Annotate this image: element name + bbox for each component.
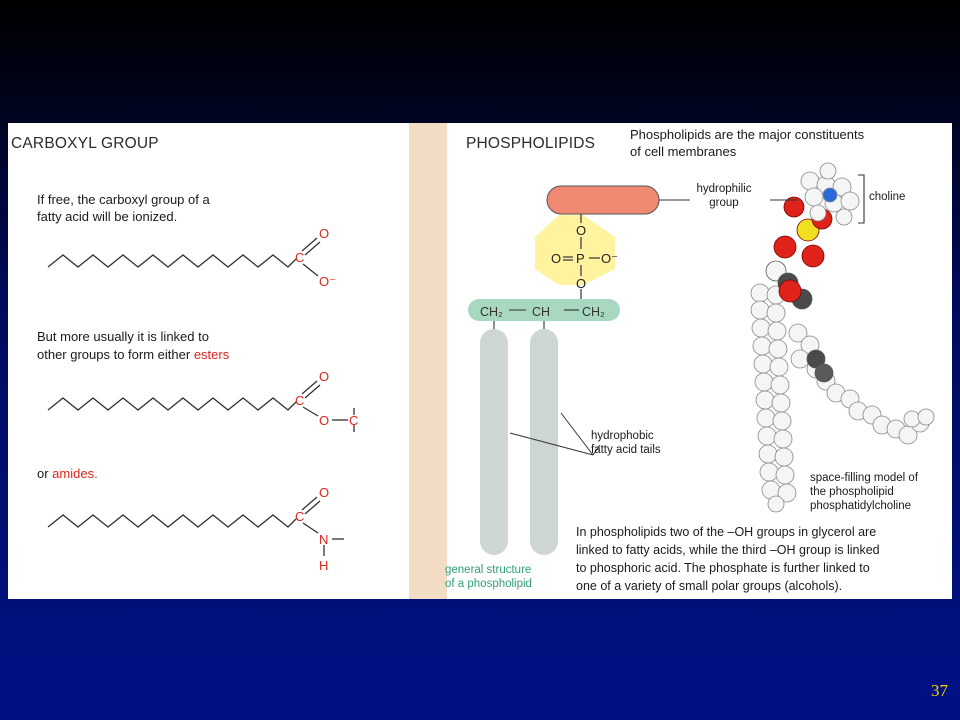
model-label-line1: space-filling model of	[810, 472, 919, 484]
hydrophilic-label	[692, 183, 756, 211]
amide-hydrogen-label: H	[319, 558, 329, 573]
carboxyl-intro-line1: If free, the carboxyl group of a	[37, 192, 210, 207]
carboxylate-bond	[303, 264, 318, 276]
ester-oxygen-label: O	[319, 413, 330, 428]
hydrophilic-label-line2: group	[709, 196, 739, 209]
general-structure-caption-line1: general structure	[445, 564, 532, 576]
amides-prefix: or	[37, 466, 53, 481]
glycerol-ch2-right: CH₂	[582, 305, 605, 319]
explanation-line4: one of a variety of small polar groups (alcohols).	[576, 579, 843, 593]
fatty-tail-spheres-right	[789, 324, 934, 444]
carboxyl-linked-line2	[37, 347, 229, 363]
phospholipids-heading: PHOSPHOLIPIDS	[466, 135, 596, 152]
choline-label: choline	[869, 191, 906, 203]
linked-line2-text: other groups to form either	[37, 347, 194, 362]
amide-structure	[48, 497, 344, 556]
carboxyl-intro-line2: fatty acid will be ionized.	[37, 209, 178, 224]
carbonyl-oxygen-label: O	[319, 226, 330, 241]
space-filling-model	[751, 163, 934, 512]
glycerol-ch-middle: CH	[532, 305, 551, 319]
ester-fatty-acid-chain	[48, 398, 296, 410]
hydrophilic-head	[547, 186, 659, 214]
hydrophilic-label-line1: hydrophilic	[696, 183, 752, 195]
ionized-carboxyl	[48, 238, 320, 276]
amides-term: amides.	[52, 466, 98, 481]
explanation-line1: In phospholipids two of the –OH groups in glycerol are	[576, 525, 877, 539]
fatty-acid-chain	[48, 255, 296, 267]
ester-structure	[48, 381, 354, 432]
model-label-line2: the phospholipid	[810, 486, 894, 498]
phosphate-highlight	[535, 215, 615, 285]
ester-alcohol-carbon-label: C	[349, 413, 359, 428]
glycerol-ch2-left: CH₂	[480, 305, 503, 319]
phospholipid-desc-line2: of cell membranes	[630, 144, 737, 157]
phospholipid-desc-line1: Phospholipids are the major constituents	[630, 127, 865, 142]
hydrophobic-label-line1: hydrophobic	[591, 430, 654, 442]
phosphate-oxygen-bottom: O	[576, 276, 587, 291]
explanation-line2: linked to fatty acids, while the third –OH group is linked	[576, 543, 880, 557]
textbook-figure-panel	[8, 123, 952, 599]
carboxyl-heading: CARBOXYL GROUP	[11, 135, 159, 152]
fatty-acid-tail-1	[480, 329, 508, 555]
general-structure-caption-line2: of a phospholipid	[445, 578, 532, 590]
explanation-line3: to phosphoric acid. The phosphate is further linked to	[576, 561, 870, 575]
amide-nitrogen-label: N	[319, 532, 329, 547]
amide-carbonyl-oxygen-label: O	[319, 485, 330, 500]
esters-term: esters	[193, 347, 230, 362]
slide-number: 37	[931, 681, 948, 700]
amide-fatty-acid-chain	[48, 515, 296, 527]
ester-carbon-label: C	[295, 393, 305, 408]
phosphate-oxygen-top: O	[576, 223, 587, 238]
ionized-oxygen-label: O⁻	[319, 274, 336, 289]
hydrophobic-label-line2: fatty acid tails	[591, 444, 661, 456]
amide-carbon-label: C	[295, 509, 305, 524]
phosphate-oxygen-ionized: O⁻	[601, 251, 618, 266]
carboxyl-linked-line1: But more usually it is linked to	[37, 329, 209, 344]
ester-carbonyl-oxygen-label: O	[319, 369, 330, 384]
phosphorus-atom: P	[576, 251, 585, 266]
carboxyl-amides-line	[37, 466, 98, 482]
phosphate-oxygen-double: O	[551, 251, 562, 266]
fatty-tail-spheres-left	[751, 284, 796, 512]
model-label-line3: phosphatidylcholine	[810, 500, 912, 512]
carboxyl-carbon-label: C	[295, 250, 305, 265]
